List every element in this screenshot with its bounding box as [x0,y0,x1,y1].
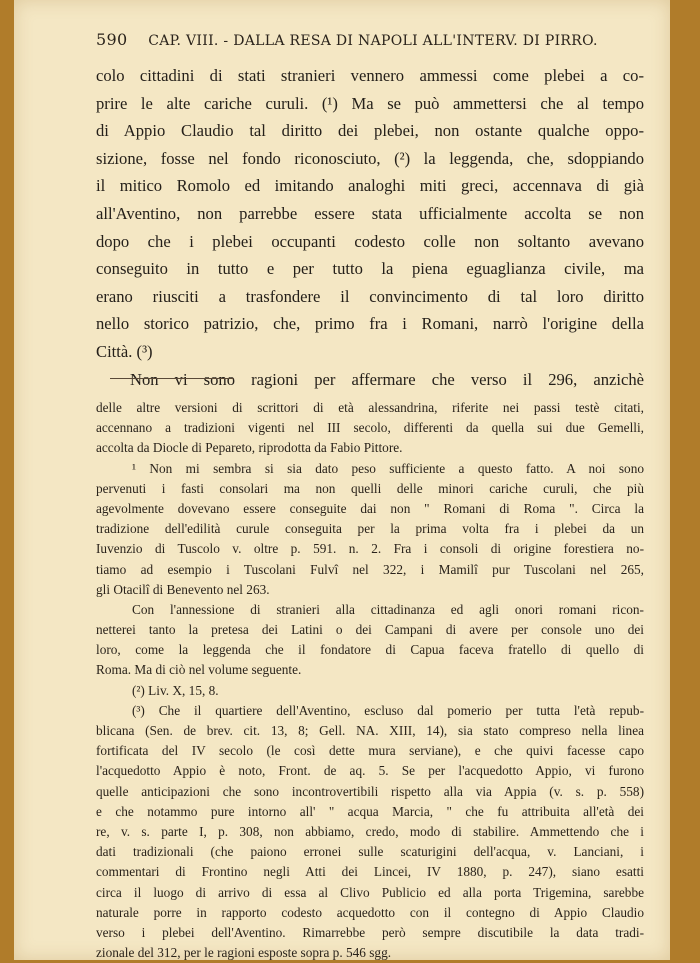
main-line: Città. (³) [96,341,153,361]
note-line: zionale del 312, per le ragioni esposte sopra p. 546 sgg. [96,945,392,961]
note-line: quelle anticipazioni che sono incontrovertibili rispetto alla via Appia (v. s. p. 558) [96,783,644,799]
note-line: (²) Liv. X, 15, 8. [132,682,219,698]
note-line: tradizione dell'edilità curule conseguita per la prima volta fra i plebei da un [96,521,644,537]
note-line: ¹ Non mi sembra si sia dato peso sufficiente a questo fatto. A noi sono [132,460,644,476]
note-line: re, v. s. parte I, p. 308, non abbiamo, credo, modo di stabilire. Ammettendo che i [96,823,644,839]
note-line: loro, come la leggenda che il fondatore di Capua faceva fratello di quello di [96,642,644,658]
main-line: prire le alte cariche curuli. (¹) Ma se può ammettersi che al tempo [96,93,644,113]
main-line: sizione, fosse nel fondo riconosciuto, (²) la leggenda, che, sdoppiando [96,148,644,168]
main-line: erano riusciti a trasfondere il convincimento di tal loro diritto [96,286,644,306]
footnotes [96,398,644,963]
note-line: naturale porre in rapporto codesto acquedotto con il contegno di Appio Claudio [96,904,644,920]
main-line: il mitico Romolo ed imitando analoghi miti greci, accennava di già [96,176,644,196]
note-line: gli Otacilî di Benevento nel 263. [96,581,270,597]
note-line: verso i plebei dell'Aventino. Rimarrebbe però sempre discutibile la data tradi- [96,924,644,940]
main-line: dopo che i plebei occupanti codesto colle non soltanto avevano [96,231,644,251]
note-line: blicana (Sen. de brev. cit. 13, 8; Gell. NA. XIII, 14), sia stato compreso nella linea [96,723,644,738]
note-line: delle altre versioni di scrittori di età alessandrina, riferite nei passi testè citati, [96,400,644,415]
main-line: nello storico patrizio, che, primo fra i Romani, narrò l'origine della [96,314,644,334]
note-line: fortificata del IV secolo (le così dette mura serviane), e che quivi facesse capo [96,743,644,759]
main-text [96,62,644,393]
main-line: all'Aventino, non parrebbe essere stata ufficialmente accolta se non [96,203,644,223]
note-line: Con l'annessione di stranieri alla cittadinanza ed agli onori romani ricon- [132,601,644,617]
note-line: netterei tanto la pretesa dei Latini o dei Campani di avere per console uno dei [96,622,644,638]
note-line: accennano a tradizioni vigenti nel III secolo, differenti da quella sui due Gemelli, [96,420,644,436]
running-header [96,30,596,49]
note-line: accolta da Diocle di Pepareto, riprodotta da Fabio Pittore. [96,440,403,456]
note-line: tiamo ad esempio i Tuscolani Fulvî nel 322, i Mamilî pur Tuscolani nel 265, [96,561,644,577]
book-page [14,0,670,960]
main-line: Non vi sono ragioni per affermare che verso il 296, anzichè [130,369,644,389]
main-line: conseguito in tutto e per tutto la piena eguaglianza civile, ma [96,259,644,279]
note-line: pervenuti i fasti consolari ma non quelli delle minori cariche curuli, che più [96,480,644,496]
note-line: Roma. Ma di ciò nel volume seguente. [96,662,302,678]
main-line: colo cittadini di stati stranieri vennero ammessi come plebei a co- [96,66,644,85]
note-line: commentari di Frontino negli Atti dei Lincei, IV 1880, p. 247), siano esatti [96,864,644,880]
running-title: CAP. VIII. - DALLA RESA DI NAPOLI ALL'INTERV. DI PIRRO. [148,33,598,49]
note-line: e che notammo pure intorno all' " acqua Marcia, " che fu attribuita all'età dei [96,803,644,819]
main-line: di Appio Claudio tal diritto dei plebei, non ostante qualche oppo- [96,121,644,141]
note-line: circa il luogo di arrivo di essa al Clivo Publicio ed alla porta Trigemina, sarebbe [96,884,644,900]
footnote-divider [110,378,234,379]
note-line: agevolmente dovevano essere conseguite dai non " Romani di Roma ". Circa la [96,500,644,516]
note-line: dati tradizionali (che paiono erronei sulle scaturigini dell'acqua, v. Lanciani, i [96,844,644,860]
note-line: Iuvenzio di Tuscolo v. oltre p. 591. n. 2. Fra i consoli di origine forestiera no- [96,541,644,557]
note-line: (³) Che il quartiere dell'Aventino, escluso dal pomerio per tutta l'età repub- [132,702,644,718]
page-number: 590 [96,30,128,49]
note-line: l'acquedotto Appio è noto, Front. de aq. 5. Se per l'acquedotto Appio, vi furono [96,763,644,779]
